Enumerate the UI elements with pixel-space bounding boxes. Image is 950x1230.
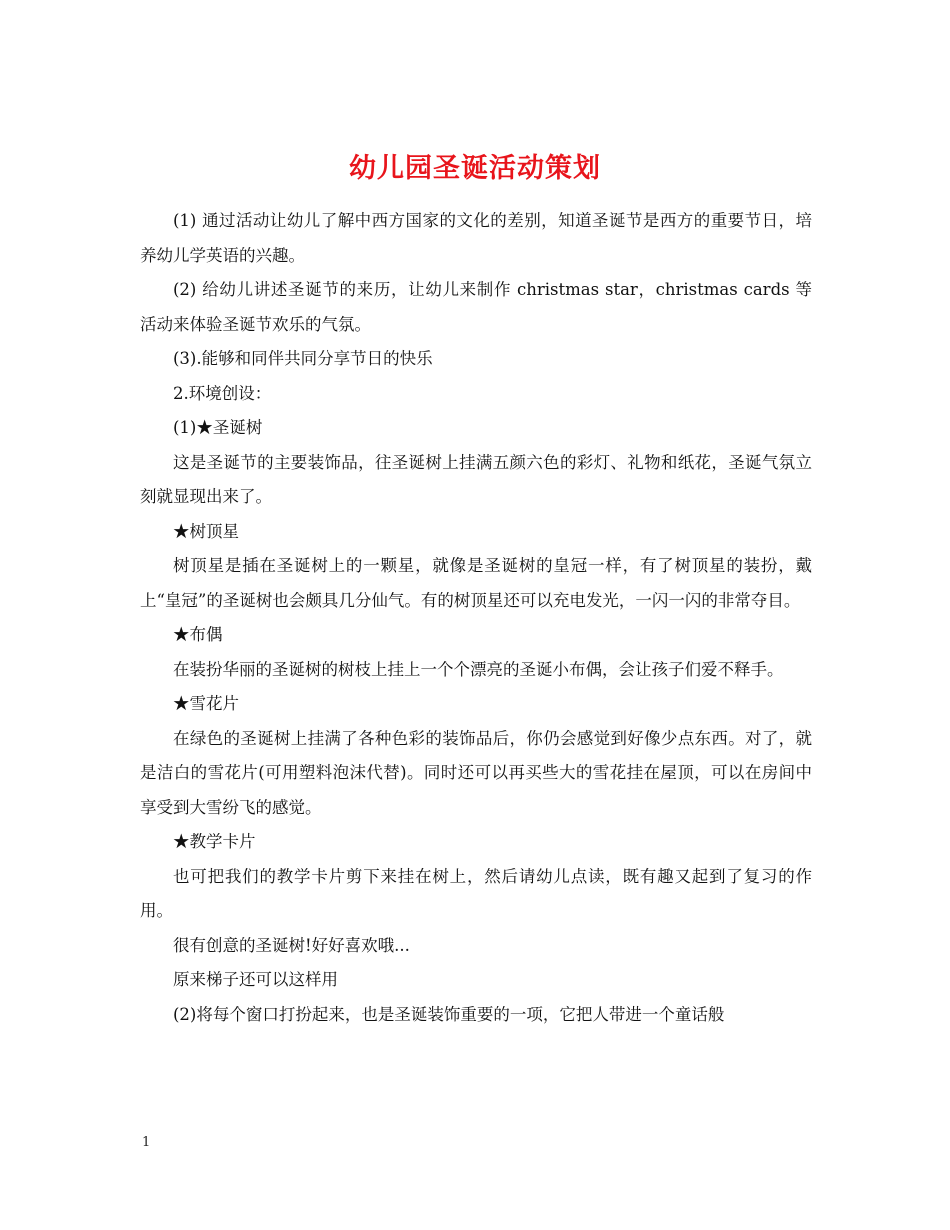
subsection-heading: ★树顶星	[173, 521, 239, 541]
paragraph: (3).能够和同伴共同分享节日的快乐	[173, 349, 433, 368]
paragraph: 很有创意的圣诞树!好好喜欢哦...	[173, 935, 410, 955]
paragraph: 这是圣诞节的主要装饰品，往圣诞树上挂满五颜六色的彩灯、礼物和纸花，圣诞气氛立刻就显现出来了。	[140, 452, 812, 506]
subsection-heading: ★布偶	[173, 625, 223, 644]
paragraph: 原来梯子还可以这样用	[173, 970, 338, 989]
document-title: 幼儿园圣诞活动策划	[349, 153, 601, 185]
paragraph: 在装扮华丽的圣诞树的树枝上挂上一个个漂亮的圣诞小布偶，会让孩子们爱不释手。	[173, 659, 784, 679]
paragraph: (2)将每个窗口打扮起来，也是圣诞装饰重要的一项，它把人带进一个童话般	[173, 1004, 725, 1024]
paragraph: (2) 给幼儿讲述圣诞节的来历，让幼儿来制作 christmas star，christmas cards 等活动来体验圣诞节欢乐的气氛。	[140, 280, 812, 334]
section-heading: 2.环境创设：	[173, 383, 272, 403]
paragraph: 树顶星是插在圣诞树上的一颗星，就像是圣诞树的皇冠一样，有了树顶星的装扮，戴上“皇冠”的圣诞树也会颇具几分仙气。有的树顶星还可以充电发光，一闪一闪的非常夺目。	[140, 556, 812, 610]
subsection-heading: ★雪花片	[173, 694, 239, 713]
paragraph: 在绿色的圣诞树上挂满了各种色彩的装饰品后，你仍会感觉到好像少点东西。对了，就是洁白的雪花片(可用塑料泡沫代替)。同时还可以再买些大的雪花挂在屋顶，可以在房间中享受到大雪纷飞的感觉。	[140, 728, 812, 817]
paragraph: 也可把我们的教学卡片剪下来挂在树上，然后请幼儿点读，既有趣又起到了复习的作用。	[140, 866, 812, 920]
page-number: 1	[142, 1135, 151, 1150]
subsection-heading: ★教学卡片	[173, 832, 256, 851]
subsection-heading: (1)★圣诞树	[173, 418, 263, 437]
paragraph: (1) 通过活动让幼儿了解中西方国家的文化的差别，知道圣诞节是西方的重要节日，培养幼儿学英语的兴趣。	[140, 211, 812, 265]
document-body	[140, 204, 812, 1032]
